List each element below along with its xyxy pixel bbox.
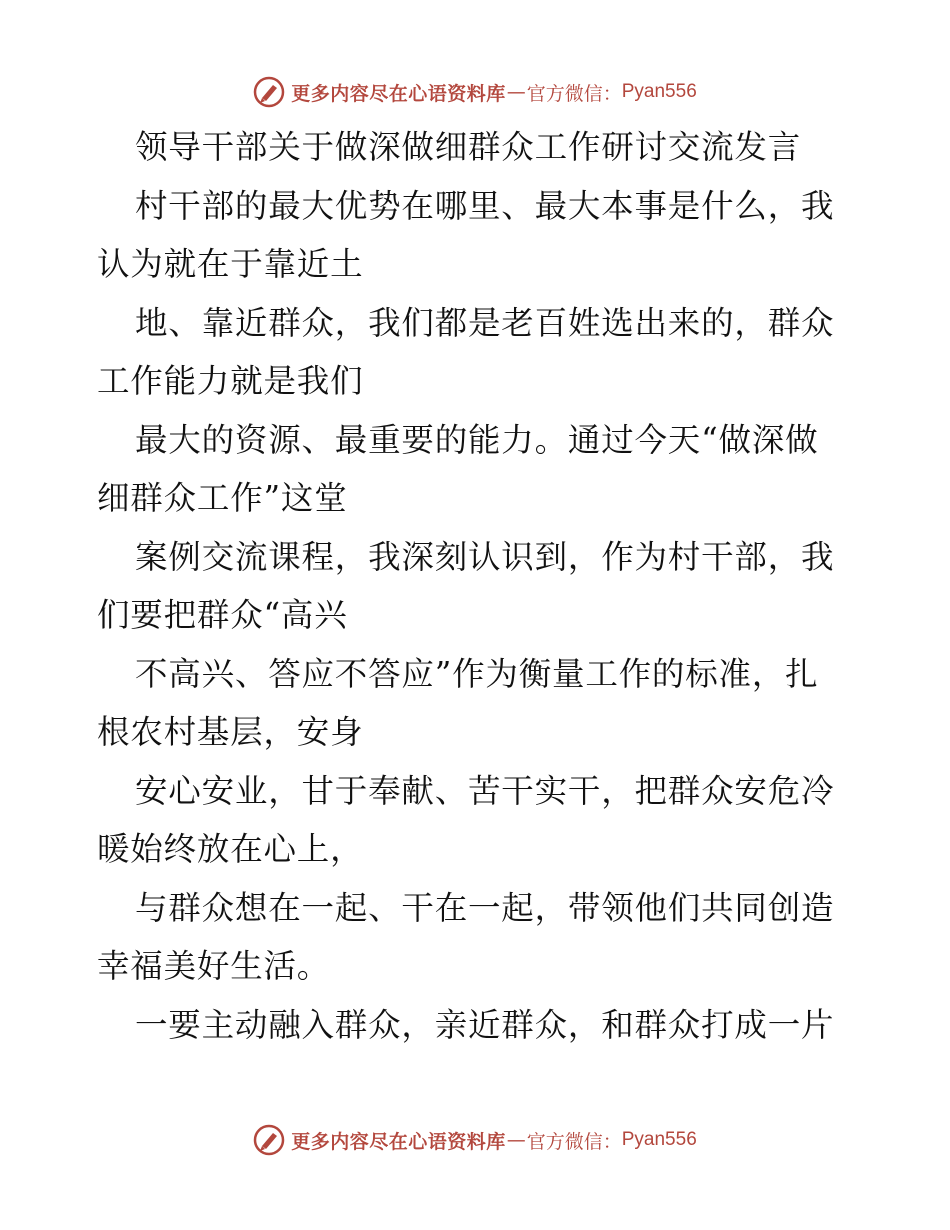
watermark-id: Pyan556 [621,81,697,102]
text-line: 工作能力就是我们 [97,362,364,400]
text-line: 与群众想在一起、干在一起，带领他们共同创造 [135,889,835,927]
pen-logo-icon [253,76,285,108]
footer-watermark [0,1120,950,1160]
text-line: 一要主动融入群众，亲近群众，和群众打成一片 [135,1006,835,1044]
pen-logo-icon [253,1124,285,1156]
watermark-main-text: 更多内容尽在心语资料库 [291,1130,506,1153]
text-line: 认为就在于靠近土 [97,245,364,283]
watermark-main-text: 更多内容尽在心语资料库 [291,82,506,105]
text-line: 们要把群众“高兴 [97,596,348,634]
text-line: 村干部的最大优势在哪里、最大本事是什么，我 [135,187,835,225]
text-line: 安心安业，甘于奉献、苦干实干，把群众安危冷 [135,772,835,810]
watermark-sub-text: 官方微信： [526,82,622,105]
text-line: 细群众工作”这堂 [97,479,348,517]
document-title: 领导干部关于做深做细群众工作研讨交流发言 [135,128,802,166]
text-line: 地、靠近群众，我们都是老百姓选出来的，群众 [135,304,835,342]
text-line: 暖始终放在心上， [97,830,364,868]
watermark-sub-text: 官方微信： [526,1130,622,1153]
text-line: 不高兴、答应不答应”作为衡量工作的标准，扎 [135,655,819,693]
watermark-dash: — [506,81,526,103]
watermark-dash: — [506,1129,526,1151]
text-line: 案例交流课程，我深刻认识到，作为村干部，我 [135,538,835,576]
watermark-id: Pyan556 [621,1129,697,1150]
header-watermark [0,72,950,112]
text-line: 最大的资源、最重要的能力。通过今天“做深做 [135,421,819,459]
text-line: 幸福美好生活。 [97,947,331,985]
text-line: 根农村基层，安身 [97,713,364,751]
